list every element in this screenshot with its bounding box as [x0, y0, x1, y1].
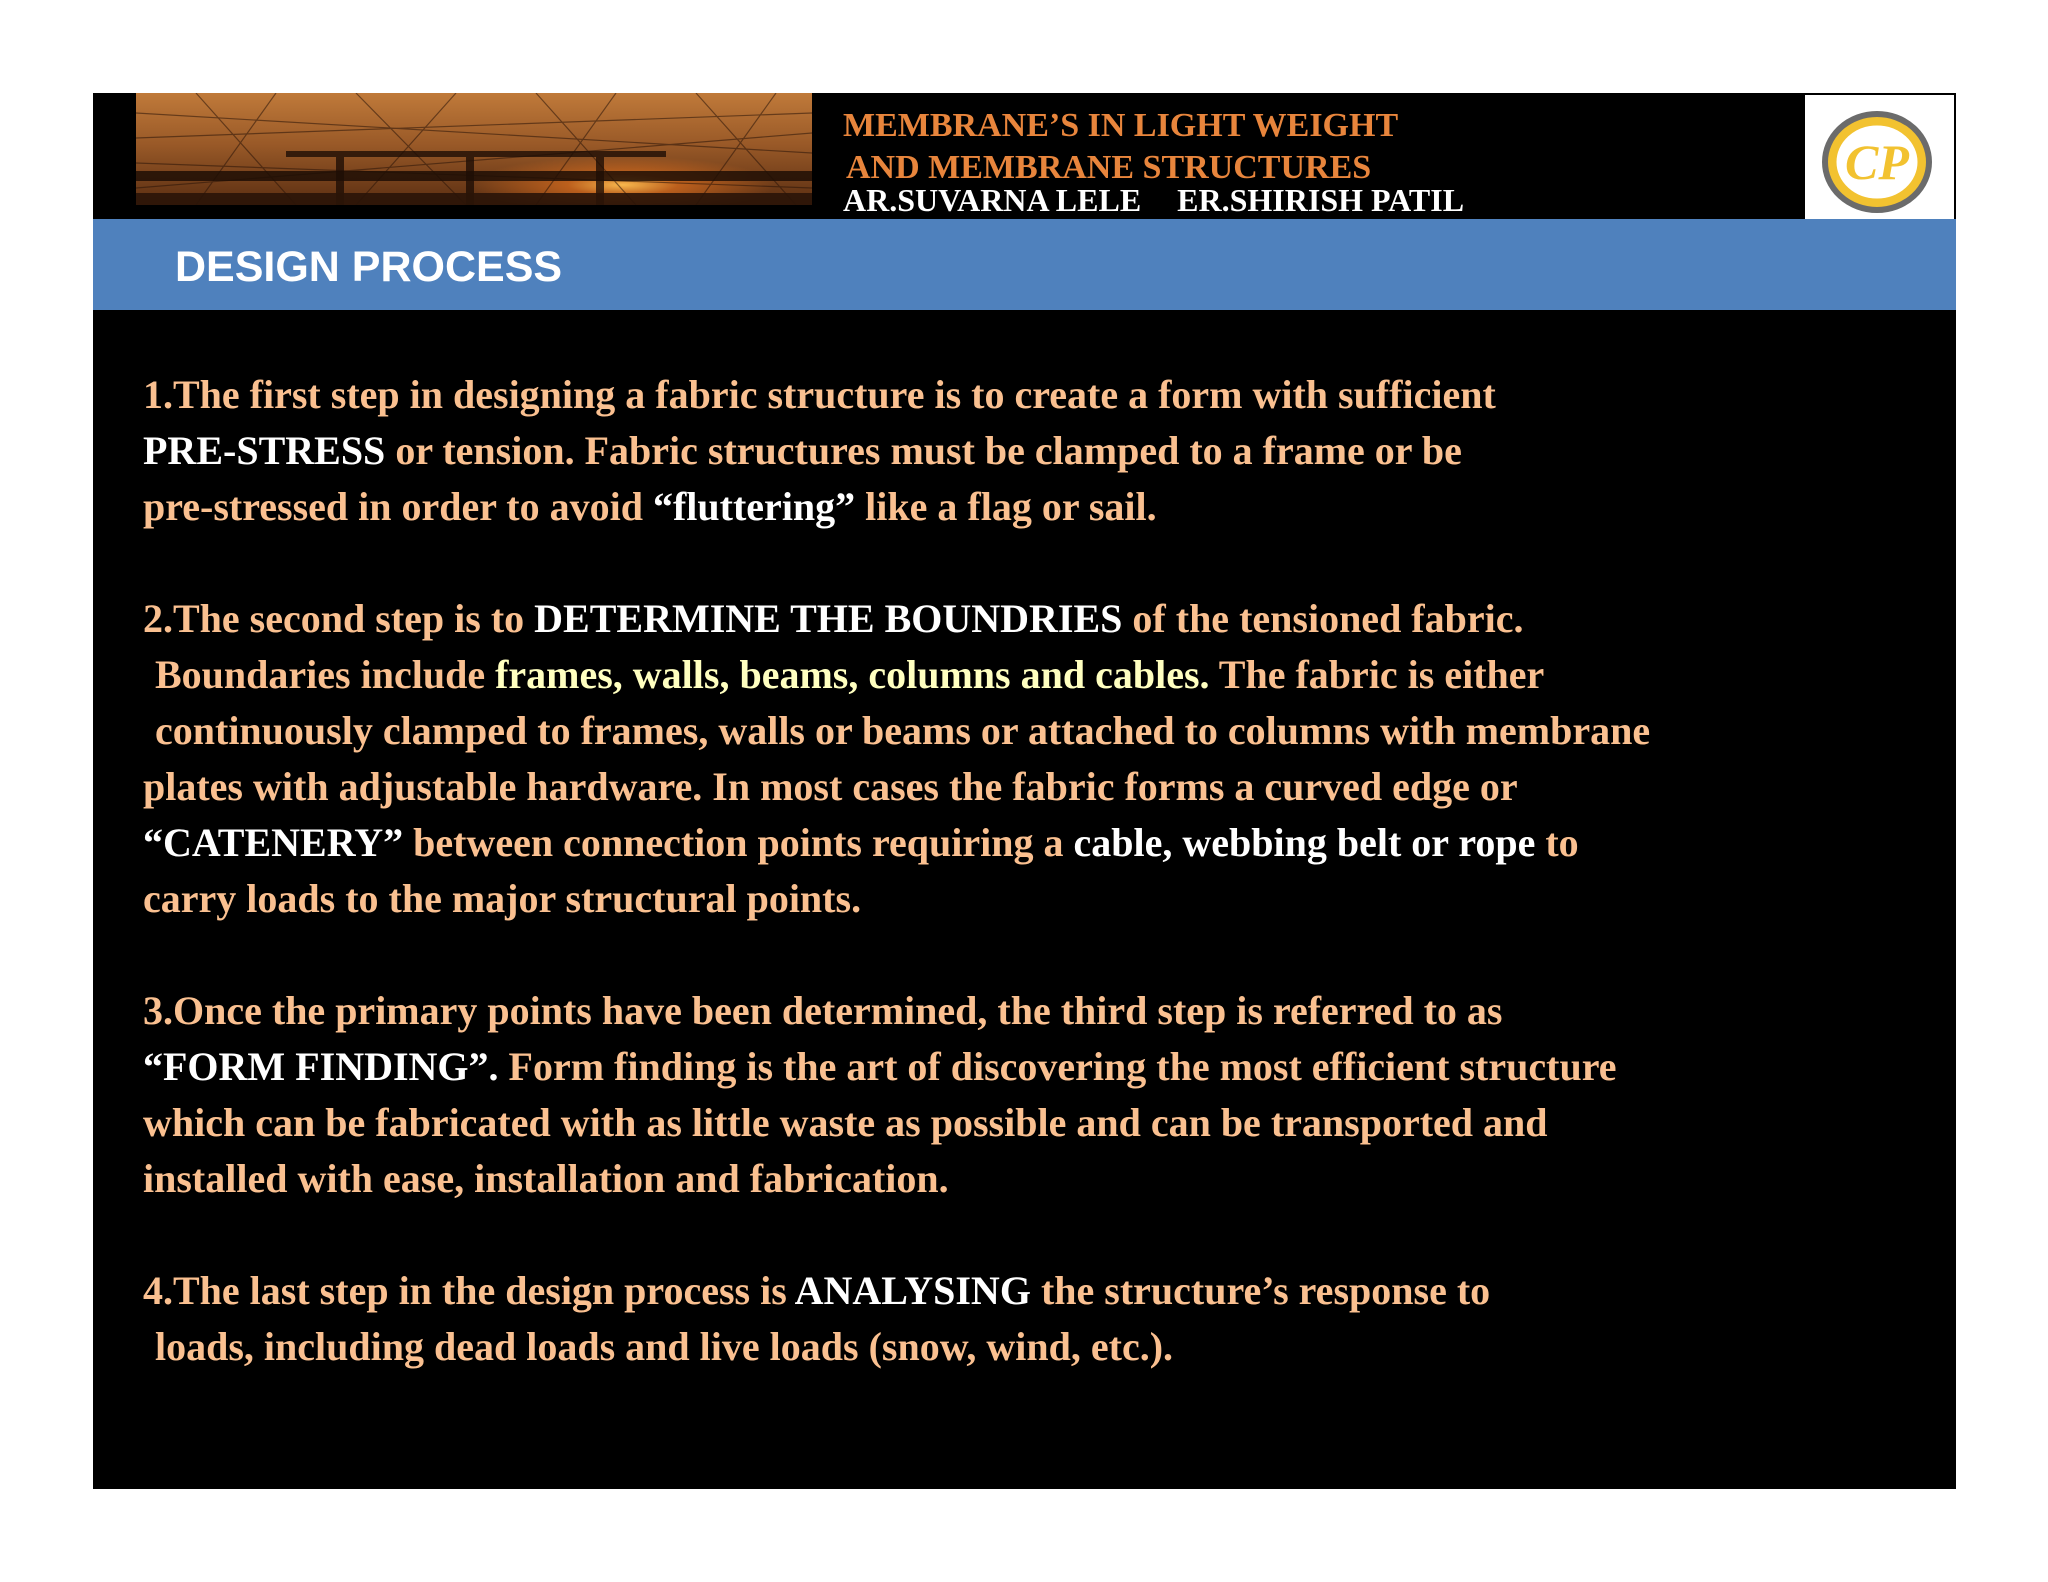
- membrane-structure-photo: [136, 93, 812, 205]
- step-3-line-3: which can be fabricated with as little waste as possible and can be transported and: [143, 1100, 1548, 1145]
- paragraph-gap: [143, 927, 1933, 983]
- step-3-line-1: 3.Once the primary points have been determined, the third step is referred to as: [143, 988, 1503, 1033]
- header-photo: [136, 93, 812, 205]
- step-1-line-1: 1.The first step in designing a fabric structure is to create a form with sufficient: [143, 372, 1496, 417]
- step-2-line-1-text-a: 2.The second step is to: [143, 596, 535, 641]
- step-4-line-1-text-b: the structure’s response to: [1030, 1268, 1491, 1313]
- step-2-line-1-text-b: of the tensioned fabric.: [1122, 596, 1524, 641]
- step-1-line-2-text: or tension. Fabric structures must be clamped to a frame or be: [385, 428, 1462, 473]
- step-2-line-1: [143, 591, 1933, 647]
- cable-webbing-term: cable, webbing belt or rope: [1073, 820, 1536, 865]
- step-1-line-3: [143, 479, 1933, 535]
- step-2-line-6: carry loads to the major structural points.: [143, 876, 862, 921]
- determine-boundries-term: DETERMINE THE BOUNDRIES: [534, 596, 1123, 641]
- logo-text: CP: [1845, 134, 1909, 190]
- paragraph-gap: [143, 535, 1933, 591]
- logo-emblem-icon: [1805, 95, 1954, 229]
- analysing-term: ANALYSING: [794, 1268, 1031, 1313]
- step-1-line-3-text-a: pre-stressed in order to avoid: [143, 484, 653, 529]
- presentation-title: [843, 105, 1398, 189]
- pre-stress-term: PRE-STRESS: [143, 428, 386, 473]
- step-1-line-3-text-b: like a flag or sail.: [855, 484, 1157, 529]
- step-2-line-5: [143, 815, 1933, 871]
- design-process-steps: [143, 367, 1933, 1375]
- step-2-line-5-text-b: to: [1535, 820, 1579, 865]
- author-2: ER.SHIRISH PATIL: [1177, 182, 1465, 218]
- section-title: DESIGN PROCESS: [175, 243, 563, 291]
- step-3-line-4: installed with ease, installation and fabrication.: [143, 1156, 949, 1201]
- title-line-2: AND MEMBRANE STRUCTURES: [846, 149, 1372, 186]
- boundary-elements-term: frames, walls, beams, columns and cables.: [495, 652, 1210, 697]
- step-1-line-2: [143, 423, 1933, 479]
- step-2-line-3: continuously clamped to frames, walls or beams or attached to columns with membrane: [155, 708, 1651, 753]
- slide: [93, 93, 1956, 1489]
- step-4-line-1: [143, 1263, 1933, 1319]
- fluttering-term: “fluttering”: [652, 484, 856, 529]
- step-2-line-5-text-a: between connection points requiring a: [403, 820, 1074, 865]
- step-3-line-2-text: Form finding is the art of discovering the most efficient structure: [498, 1044, 1617, 1089]
- author-names: [843, 183, 1464, 217]
- step-2-line-2-text-a: Boundaries include: [155, 652, 496, 697]
- step-2-line-2: [143, 647, 1933, 703]
- step-2-line-2-text-b: The fabric is either: [1209, 652, 1545, 697]
- step-2-line-4: plates with adjustable hardware. In most cases the fabric forms a curved edge or: [143, 764, 1518, 809]
- form-finding-term: “FORM FINDING”.: [143, 1044, 499, 1089]
- cp-logo: [1805, 95, 1954, 229]
- step-3-line-2: [143, 1039, 1933, 1095]
- step-4-line-1-text-a: 4.The last step in the design process is: [143, 1268, 795, 1313]
- title-line-1: MEMBRANE’S IN LIGHT WEIGHT: [843, 107, 1399, 144]
- paragraph-gap: [143, 1207, 1933, 1263]
- author-1: AR.SUVARNA LELE: [843, 182, 1142, 218]
- section-header-bar: [93, 219, 1956, 310]
- catenery-term: “CATENERY”: [143, 820, 404, 865]
- step-4-line-2: loads, including dead loads and live loads (snow, wind, etc.).: [155, 1324, 1174, 1369]
